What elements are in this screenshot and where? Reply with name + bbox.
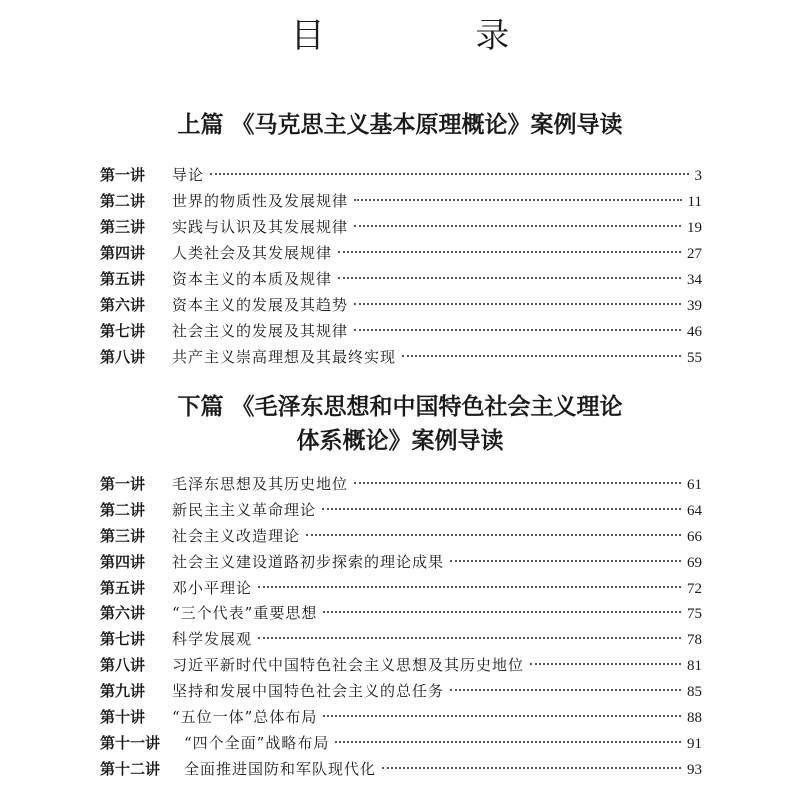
page-number: 78 <box>687 632 702 649</box>
toc-entry[interactable] <box>100 344 702 370</box>
part2-title-line1: 下篇 《毛泽东思想和中国特色社会主义理论 <box>177 393 623 420</box>
dot-leader <box>354 303 681 305</box>
dot-leader <box>323 715 681 717</box>
lecture-title: 实践与认识及其发展规律 <box>172 218 349 236</box>
dot-leader <box>354 482 681 484</box>
lecture-number: 第五讲 <box>100 270 146 288</box>
dot-leader <box>335 741 681 743</box>
lecture-number: 第一讲 <box>100 166 146 184</box>
part1-toc-list <box>100 162 702 370</box>
lecture-title: 邓小平理论 <box>172 578 253 597</box>
dot-leader <box>354 199 682 201</box>
lecture-title: 社会主义建设道路初步探索的理论成果 <box>172 552 445 571</box>
lecture-number: 第十一讲 <box>100 733 161 752</box>
lecture-title: 世界的物质性及发展规律 <box>172 192 349 210</box>
lecture-title: 导论 <box>172 166 205 184</box>
page-number: 27 <box>687 246 702 262</box>
lecture-title: 科学发展观 <box>172 630 253 649</box>
dot-leader <box>258 586 681 588</box>
dot-leader <box>323 611 681 613</box>
dot-leader <box>338 251 681 253</box>
lecture-number: 第七讲 <box>100 322 146 340</box>
page-number: 66 <box>687 528 702 545</box>
lecture-number: 第二讲 <box>100 500 146 519</box>
page-number: 34 <box>687 272 702 288</box>
toc-entry[interactable] <box>100 705 702 731</box>
toc-entry[interactable] <box>100 266 702 292</box>
dot-leader <box>450 689 681 691</box>
page-number: 64 <box>687 502 702 519</box>
lecture-title: 毛泽东思想及其历史地位 <box>172 475 349 493</box>
lecture-title: 资本主义的发展及其趋势 <box>172 296 349 314</box>
page-number: 91 <box>687 735 702 752</box>
dot-leader <box>450 560 681 562</box>
part1-title: 上篇 《马克思主义基本原理概论》案例导读 <box>177 111 623 138</box>
dot-leader <box>382 767 681 769</box>
lecture-number: 第四讲 <box>100 552 146 571</box>
toc-entry[interactable] <box>100 757 702 783</box>
lecture-title: 新民主主义革命理论 <box>172 500 317 519</box>
dot-leader <box>338 277 681 279</box>
lecture-title: 坚持和发展中国特色社会主义的总任务 <box>172 682 445 701</box>
lecture-number: 第三讲 <box>100 526 146 545</box>
page-number: 88 <box>687 710 702 727</box>
lecture-number: 第六讲 <box>100 604 146 623</box>
dot-leader <box>322 508 681 510</box>
toc-entry[interactable] <box>100 576 702 602</box>
part2-title-line2: 体系概论》案例导读 <box>296 427 504 454</box>
toc-entry[interactable] <box>100 627 702 653</box>
dot-leader <box>210 173 688 175</box>
toc-entry[interactable] <box>100 498 702 524</box>
page-number: 3 <box>694 168 702 184</box>
toc-entry[interactable] <box>100 653 702 679</box>
page-number: 55 <box>687 350 702 366</box>
page-number: 72 <box>687 580 702 597</box>
lecture-number: 第八讲 <box>100 348 146 366</box>
page-number: 39 <box>687 298 702 314</box>
page-number: 11 <box>687 194 702 210</box>
lecture-number: 第一讲 <box>100 475 146 493</box>
lecture-title: “四个全面”战略布局 <box>184 733 330 752</box>
lecture-title: 全面推进国防和军队现代化 <box>184 759 377 778</box>
lecture-number: 第八讲 <box>100 656 146 675</box>
toc-entry[interactable] <box>100 524 702 550</box>
toc-entry[interactable] <box>100 240 702 266</box>
page-number: 46 <box>687 324 702 340</box>
page-number: 75 <box>687 606 702 623</box>
page-number: 69 <box>687 554 702 571</box>
toc-entry[interactable] <box>100 679 702 705</box>
page-number: 93 <box>687 761 702 778</box>
lecture-title: 社会主义的发展及其规律 <box>172 322 349 340</box>
lecture-number: 第四讲 <box>100 244 146 262</box>
dot-leader <box>258 637 681 639</box>
lecture-title: 人类社会及其发展规律 <box>172 244 333 262</box>
dot-leader <box>354 225 681 227</box>
lecture-title: 资本主义的本质及规律 <box>172 270 333 288</box>
toc-entry[interactable] <box>100 162 702 188</box>
toc-entry[interactable] <box>100 731 702 757</box>
toc-entry[interactable] <box>100 292 702 318</box>
lecture-title: 共产主义崇高理想及其最终实现 <box>172 348 397 366</box>
toc-entry[interactable] <box>100 550 702 576</box>
toc-entry[interactable] <box>100 318 702 344</box>
dot-leader <box>354 329 681 331</box>
toc-entry[interactable] <box>100 214 702 240</box>
page-title: 目 录 <box>290 16 580 56</box>
toc-entry[interactable] <box>100 601 702 627</box>
lecture-number: 第九讲 <box>100 682 146 701</box>
page-number: 61 <box>687 477 702 493</box>
lecture-title: “三个代表”重要思想 <box>172 604 318 623</box>
lecture-title: “五位一体”总体布局 <box>172 708 318 727</box>
lecture-number: 第三讲 <box>100 218 146 236</box>
dot-leader <box>402 355 681 357</box>
lecture-title: 习近平新时代中国特色社会主义思想及其历史地位 <box>172 656 525 675</box>
part2-toc-list <box>100 472 702 783</box>
lecture-number: 第六讲 <box>100 296 146 314</box>
toc-entry[interactable] <box>100 188 702 214</box>
page-number: 19 <box>687 220 702 236</box>
lecture-number: 第十二讲 <box>100 759 161 778</box>
lecture-title: 社会主义改造理论 <box>172 526 301 545</box>
dot-leader <box>530 663 681 665</box>
page-number: 81 <box>687 658 702 675</box>
lecture-number: 第十讲 <box>100 708 146 727</box>
lecture-number: 第七讲 <box>100 630 146 649</box>
page-number: 85 <box>687 684 702 701</box>
lecture-number: 第五讲 <box>100 578 146 597</box>
dot-leader <box>306 534 681 536</box>
lecture-number: 第二讲 <box>100 192 146 210</box>
toc-entry[interactable] <box>100 472 702 498</box>
